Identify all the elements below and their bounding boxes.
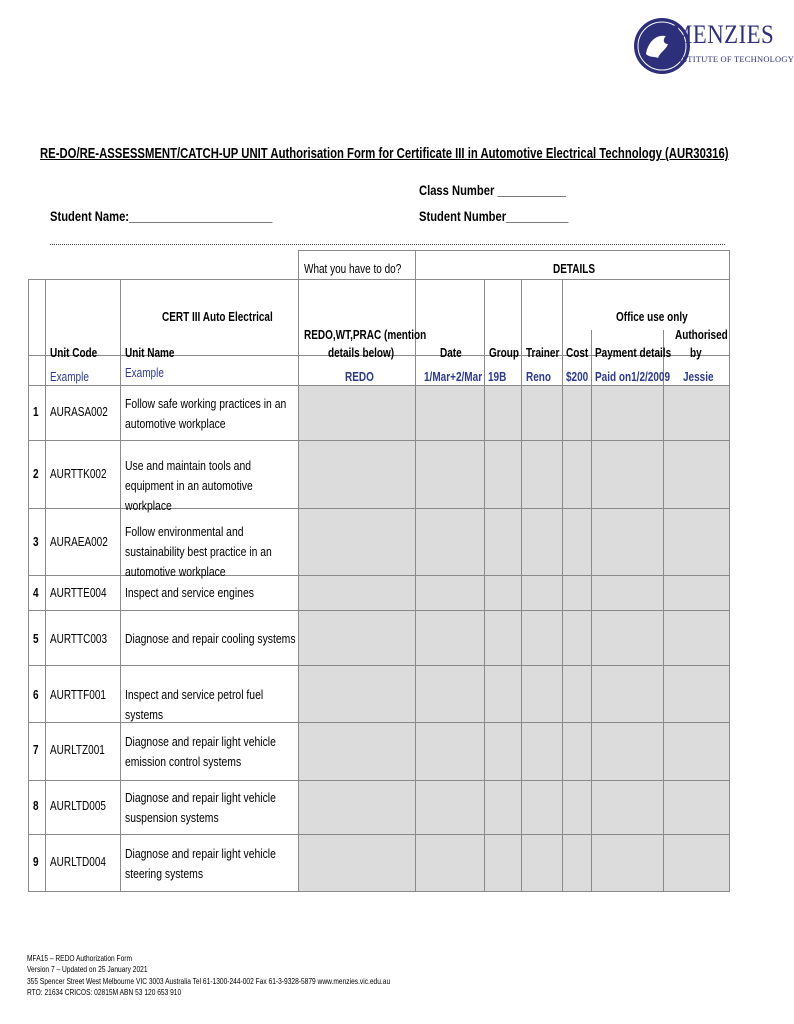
- col-unit-code: Unit Code: [50, 346, 98, 360]
- cert-header: CERT III Auto Electrical: [162, 310, 273, 324]
- example-group: 19B: [488, 370, 507, 384]
- row-number: 9: [33, 855, 39, 869]
- row-unit-name: Diagnose and repair light vehicle emission control systems: [125, 734, 276, 769]
- row-unit-code: AURTTE004: [50, 586, 107, 600]
- example-date: 1/Mar+2/Mar: [424, 370, 483, 384]
- row-unit-name: Diagnose and repair cooling systems: [125, 631, 296, 646]
- details-header: DETAILS: [553, 262, 596, 276]
- row-number: 8: [33, 799, 39, 813]
- col-redo-line2: details below): [328, 346, 395, 360]
- row-number: 4: [33, 586, 39, 600]
- col-group: Group: [489, 346, 519, 360]
- row-unit-name: Diagnose and repair light vehicle steering systems: [125, 846, 276, 881]
- col-authorised-line2: by: [690, 346, 702, 360]
- col-authorised-line1: Authorised: [675, 328, 728, 342]
- row-unit-name: Follow environmental and sustainability best practice in an automotive workplace: [125, 524, 272, 579]
- office-use-header: Office use only: [616, 310, 688, 324]
- row-unit-name: Follow safe working practices in an automotive workplace: [125, 396, 287, 431]
- example-trainer: Reno: [526, 370, 551, 384]
- footer-form-id: MFA15 – REDO Authorization Form: [27, 953, 133, 963]
- lion-seal-icon: [632, 16, 670, 76]
- row-unit-name: Diagnose and repair light vehicle suspension systems: [125, 790, 276, 825]
- row-unit-name: Inspect and service engines: [125, 585, 254, 600]
- footer: [27, 953, 390, 999]
- example-payment: Paid on1/2/2009: [595, 370, 671, 384]
- row-unit-code: AURTTK002: [50, 467, 107, 481]
- row-unit-code: AURTTF001: [50, 688, 106, 702]
- col-unit-name: Unit Name: [125, 346, 175, 360]
- row-unit-code: AURAEA002: [50, 535, 108, 549]
- row-number: 5: [33, 632, 39, 646]
- col-trainer: Trainer: [526, 346, 560, 360]
- example-cost: $200: [566, 370, 589, 384]
- logo-wordmark: MENZIES: [672, 20, 775, 49]
- col-cost: Cost: [566, 346, 589, 360]
- row-unit-code: AURLTD004: [50, 855, 106, 869]
- footer-registration: RTO: 21634 CRICOS: 02815M ABN 53 120 653 910: [27, 987, 182, 998]
- row-unit-name: Use and maintain tools and equipment in an automotive workplace: [125, 458, 253, 513]
- class-number-field[interactable]: Class Number ___________: [419, 182, 566, 198]
- row-unit-code: AURASA002: [50, 405, 108, 419]
- row-number: 7: [33, 743, 39, 757]
- example-authorised-by: Jessie: [683, 370, 714, 384]
- row-number: 3: [33, 535, 39, 549]
- col-payment: Payment details: [595, 346, 672, 360]
- footer-address: 355 Spencer Street West Melbourne VIC 3003 Australia Tel 61-1300-244-002 Fax 61-3-9328-5879 www.menzies.vic.edu.au: [27, 975, 391, 986]
- col-redo-line1: REDO,WT,PRAC (mention: [304, 328, 427, 342]
- student-number-field[interactable]: Student Number__________: [419, 208, 569, 224]
- student-name-field[interactable]: Student Name:_______________________: [50, 208, 273, 224]
- col-date: Date: [440, 346, 462, 360]
- logo-subtitle: INSTITUTE OF TECHNOLOGY: [673, 54, 794, 64]
- dotted-divider: [50, 244, 725, 245]
- example-unit-name: Example: [125, 366, 164, 380]
- example-unit-code: Example: [50, 370, 89, 384]
- menzies-logo: [632, 14, 794, 82]
- example-redo: REDO: [345, 370, 374, 384]
- row-unit-name: Inspect and service petrol fuel systems: [125, 687, 264, 722]
- row-unit-code: AURTTC003: [50, 632, 108, 646]
- row-number: 2: [33, 467, 39, 481]
- form-title: RE-DO/RE-ASSESSMENT/CATCH-UP UNIT Authorisation Form for Certificate III in Automotive Electrical Technology (AUR30316): [40, 146, 729, 162]
- row-number: 6: [33, 688, 39, 702]
- row-unit-code: AURLTZ001: [50, 743, 105, 757]
- footer-version: Version 7 – Updated on 25 January 2021: [27, 964, 148, 975]
- row-number: 1: [33, 405, 39, 419]
- what-to-do-header: What you have to do?: [304, 262, 402, 276]
- row-unit-code: AURLTD005: [50, 799, 106, 813]
